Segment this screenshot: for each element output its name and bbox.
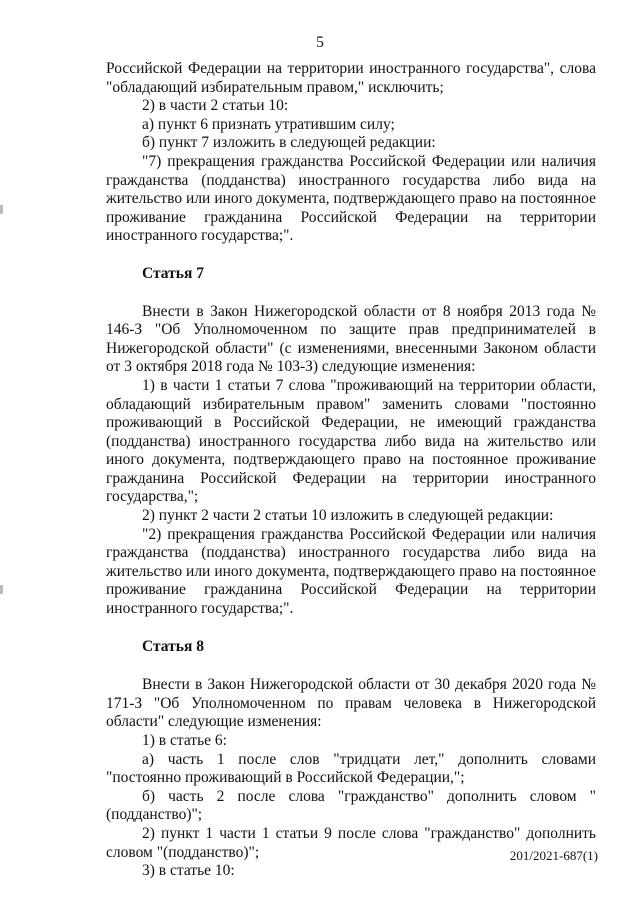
page-number: 5 [316,34,324,51]
paragraph: 1) в части 1 статьи 7 слова "проживающий на территории области, обладающий избирательным правом" заменить словами "постоянно проживающий в Российской Федерации, не имеющий гражданства (подданства) иностранного государства либо вида на жительство или иного документа, подтверждающего право на постоянное проживание гражданина Российской Федерации на территории иностранного государства,"; [106,376,596,506]
paragraph: Российской Федерации на территории иностранного государства", слова "обладающий избирательным правом," исключить; [106,60,596,96]
scan-edge-mark [0,205,3,214]
paragraph: "2) прекращения гражданства Российской Федерации или наличия гражданства (подданства) иностранного государства либо вида на жительство или иного документа, подтверждающего право на постоянное проживание гражданина Российской Федерации на территории иностранного государства;". [106,525,596,618]
document-body [106,60,596,881]
document-code: 201/2021-687(1) [509,848,598,863]
paragraph: 3) в статье 10: [142,862,235,880]
paragraph: 2) пункт 2 части 2 статьи 10 изложить в следующей редакции: [142,507,554,525]
paragraph: а) часть 1 после слов "тридцати лет," дополнить словами "постоянно проживающий в Российской Федерации,"; [106,750,596,787]
paragraph: Внести в Закон Нижегородской области от 8 ноября 2013 года № 146-З "Об Уполномоченном по защите прав предпринимателей в Нижегородской области" (с изменениями, внесенными Законом области от 3 октября 2018 года № 103-З) следующие изменения: [106,302,596,376]
paragraph: "7) прекращения гражданства Российской Федерации или наличия гражданства (подданства) иностранного государства либо вида на жительство или иного документа, подтверждающего право на постоянное проживание гражданина Российской Федерации на территории иностранного государства;". [106,152,596,245]
paragraph: 1) в статье 6: [142,732,227,749]
article-heading: Статья 7 [142,264,204,282]
paragraph: б) пункт 7 изложить в следующей редакции: [142,134,436,152]
paragraph: Внести в Закон Нижегородской области от 30 декабря 2020 года № 171-З "Об Уполномоченном по правам человека в Нижегородской области" следующие изменения: [106,676,596,731]
paragraph: 2) пункт 1 части 1 статьи 9 после слова "гражданство" дополнить словом "(подданство)"; [106,824,596,861]
paragraph: 2) в части 2 статьи 10: [142,97,289,115]
paragraph: а) пункт 6 признать утратившим силу; [142,115,395,133]
scan-edge-mark [0,585,3,594]
article-heading: Статья 8 [142,637,204,655]
paragraph: б) часть 2 после слова "гражданство" дополнить словом "(подданство)"; [106,787,596,824]
